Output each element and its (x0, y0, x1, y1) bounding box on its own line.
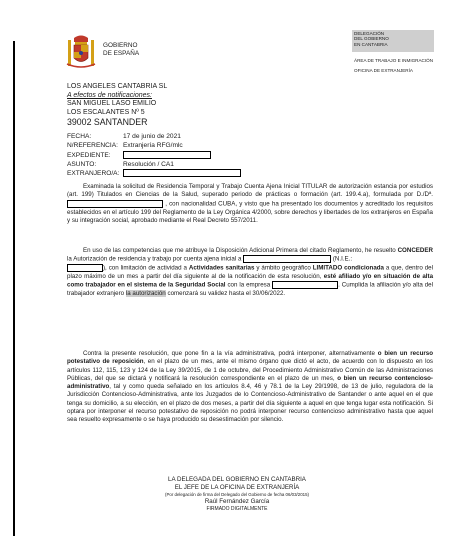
p2-text-g: . Cumplida la afiliación y/o alta del trabajador extranjero (67, 282, 433, 298)
expediente-label: EXPEDIENTE: (67, 151, 111, 159)
agency-box (352, 30, 434, 52)
recipient-notice: A efectos de notificaciones: (67, 91, 152, 99)
p2-afiliado: esté afiliado y/o en situación de alta como trabajador en el sistema de la Seguridad Social (67, 273, 434, 290)
gov-line-2: DE ESPAÑA (103, 49, 140, 57)
p2-text-a: En uso de las competencias que me atribuye la Disposición Adicional Primera del citado Reglamento, he resuelto (83, 247, 396, 254)
government-label (103, 42, 139, 57)
company-redacted (272, 281, 338, 289)
p2-text-h: comenzará su validez hasta el 30/06/2022. (167, 290, 286, 298)
reference-value: Extranjería RFG/mlc (123, 142, 183, 150)
p2-conceder: CONCEDER (397, 247, 433, 254)
agency-line-3: EN CANTABRIA (354, 41, 388, 47)
recipient-street-1: SAN MIGUEL LASO EMILIO (67, 100, 157, 108)
fecha-label: FECHA: (67, 133, 92, 140)
p3-text-a: Contra la presente resolución, que pone fin a la vía administrativa, podrá interponer, alternativamente (83, 350, 375, 357)
p3-contencioso: o bien un recurso contencioso-administrativo (67, 374, 433, 391)
signature-block (0, 476, 474, 514)
p2-nie: (N.I.E.: (332, 255, 353, 263)
recipient-postal: 39002 SANTANDER (67, 117, 148, 128)
signature-digital: FIRMADO DIGITALMENTE (206, 505, 268, 512)
agency-line-2: DEL GOBIERNO (354, 36, 389, 42)
coat-of-arms-icon (66, 34, 96, 72)
applicant-name-redacted (67, 200, 163, 208)
p2-autorizacion: la autorización (125, 290, 166, 298)
extranjero-redacted (123, 169, 241, 177)
extranjero-label: EXTRANJERO/A: (67, 170, 120, 178)
agency-line-1: DELEGACIÓN (354, 31, 385, 36)
reference-label: N/REFERENCIA: (67, 142, 118, 150)
paragraph-recursos (67, 350, 433, 425)
signature-name: Raúl Fernández García (204, 497, 270, 505)
p3-reposicion: o bien un recurso potestativo de reposición (67, 350, 433, 366)
p2-actividad: Actividades sanitarias (188, 264, 255, 272)
signature-line-1: LA DELEGADA DEL GOBIERNO EN CANTABRIA (168, 476, 306, 483)
fecha-value: 17 de junio de 2021 (123, 133, 181, 140)
p1-text-a: Examinada la solicitud de Residencia Temporal y Trabajo Cuenta Ajena Inicial TITULAR de autorización estancia por estudios (art. 199) Titulados en Ciencias de la Salud, superado periodo de prácticas o formación (art. 199.4.a), formulada por D./Dª. (67, 183, 433, 199)
recipient-company: LOS ANGELES CANTABRIA SL (67, 83, 168, 90)
p3-text-b: , en el plazo de un mes, ante el mismo órgano que dictó el acto, de acuerdo con lo dispuesto en los artículos 112, 115, 123 y 124 de la Ley 39/2015, de 1 de octubre, del Procedimiento Administrativo Común de las Administraciones Públicas, del que se dictará y notificará la resolución correspondiente en el plazo de un mes, (67, 358, 434, 382)
p2-text-f: con la empresa (227, 282, 271, 290)
asunto-label: ASUNTO: (67, 160, 97, 168)
gov-line-1: GOBIERNO (103, 42, 138, 49)
p2-text-c: ), con limitación de actividad a (103, 264, 187, 272)
agency-department: ÁREA DE TRABAJO E INMIGRACIÓN (354, 58, 434, 63)
signature-line-2: EL JEFE DE LA OFICINA DE EXTRANJERÍA (174, 483, 300, 491)
p2-text-e: a que, dentro del plazo máximo de un mes a partir del día siguiente al de la notificación de esta resolución, (67, 264, 433, 281)
p3-text-c: , tal y como queda señalado en los artículos 8.4, 46 y 78.1 de la Ley 29/1998, de 13 de julio, reguladora de la Jurisdicción Contencioso-Administrativa, ante los Juzgados de lo Contencioso-Administrativo de Santander o ante aquel en el que tenga su domicilio, a su elección, en el plazo de dos meses, a partir del día siguiente a aquel en que tenga lugar esta notificación. Si optara por interponer el recurso potestativo de reposición no podrá interponer recurso contencioso administrativo hasta que aquel sea resuelto expresamente o se haya producido su desestimación por silencio. (67, 383, 433, 424)
expediente-redacted (123, 151, 211, 159)
nie-redacted (67, 264, 103, 272)
margin-line (13, 41, 15, 536)
asunto-value: Resolución / CA1 (123, 160, 174, 168)
worker-name-redacted (243, 255, 331, 263)
recipient-block (67, 83, 167, 127)
recipient-street-2: LOS ESCALANTES Nº 5 (67, 108, 145, 116)
p1-text-b: , con nacionalidad CUBA, y visto que ha presentado los documentos y acreditado los requisitos establecidos en el artículo 199 del Reglamento de la Ley Orgánica 4/2000, sobre derechos y libertades de los extranjeros en España y su integración social, aprobado mediante el Real Decreto 557/2011. (67, 200, 433, 224)
p2-limitado: LIMITADO condicionada (312, 264, 384, 272)
paragraph-resolucion (67, 247, 433, 299)
paragraph-solicitud (67, 183, 433, 225)
p2-text-d: y ámbito geográfico (256, 264, 311, 272)
signature-delegation: (Por delegación de firma del Delegado del Gobierno de fecha 06/03/2015) (164, 491, 309, 497)
p2-text-b: la Autorización de residencia y trabajo por cuenta ajena inicial a (67, 255, 242, 263)
agency-office: OFICINA DE EXTRANJERÍA (354, 68, 413, 73)
